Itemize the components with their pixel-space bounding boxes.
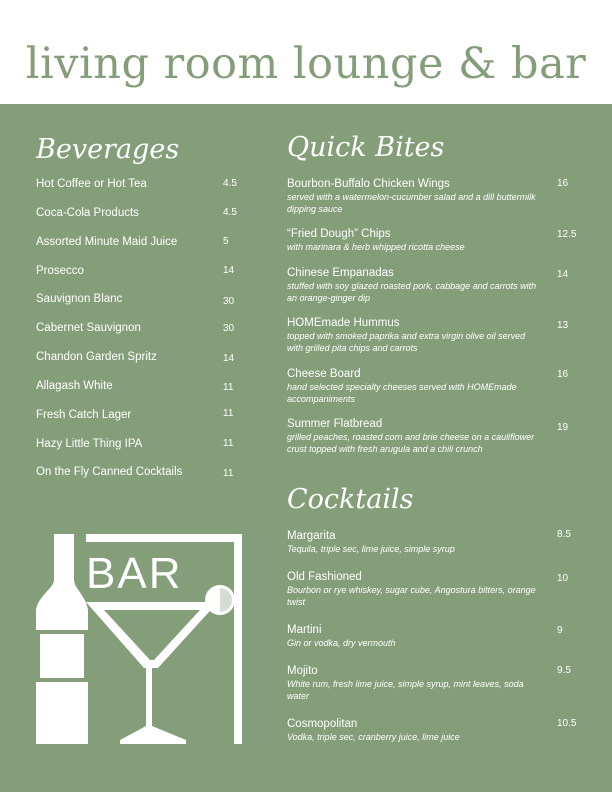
cocktail-name: Cosmopolitan xyxy=(287,718,358,730)
beverage-item-name: Prosecco xyxy=(36,265,84,277)
beverage-item-price: 11 xyxy=(223,382,234,393)
quick-bite-price: 16 xyxy=(557,178,569,189)
beverages-title: Beverages xyxy=(36,134,180,165)
quick-bite-price: 13 xyxy=(557,320,569,331)
quick-bite-item xyxy=(287,417,537,455)
quick-bite-name: Bourbon-Buffalo Chicken Wings xyxy=(287,178,450,190)
cocktail-name: Mojito xyxy=(287,665,318,677)
quick-bite-name: Chinese Empanadas xyxy=(287,267,394,279)
quick-bite-description: with marinara & herb whipped ricotta cheese xyxy=(287,242,465,252)
beverage-item-name: Assorted Minute Maid Juice xyxy=(36,236,178,248)
beverage-item-name: Fresh Catch Lager xyxy=(36,409,132,421)
beverage-item-price: 11 xyxy=(223,468,234,479)
cocktail-price: 9.5 xyxy=(557,665,571,676)
cocktail-item xyxy=(287,717,537,743)
quick-bite-item xyxy=(287,266,537,304)
beverage-item-name: Allagash White xyxy=(36,380,113,392)
cocktail-name: Martini xyxy=(287,624,322,636)
logo-text: BAR xyxy=(86,549,183,598)
bar-bottle-martini-icon xyxy=(36,530,246,746)
beverage-item-price: 11 xyxy=(223,408,234,419)
header xyxy=(0,0,612,104)
cocktail-name: Old Fashioned xyxy=(287,571,362,583)
cocktail-description: Tequila, triple sec, lime juice, simple syrup xyxy=(287,544,455,554)
beverage-item-price: 14 xyxy=(223,265,235,276)
beverage-item-price: 4.5 xyxy=(223,207,237,218)
cocktail-description: Vodka, triple sec, cranberry juice, lime juice xyxy=(287,732,460,742)
quick-bite-description: served with a watermelon-cucumber salad and a dill buttermilk dipping sauce xyxy=(287,192,536,214)
cocktail-item xyxy=(287,623,537,649)
quick-bite-item xyxy=(287,177,537,215)
quick-bite-item xyxy=(287,367,537,405)
beverage-item-price: 4.5 xyxy=(223,178,237,189)
quick-bite-name: “Fried Dough” Chips xyxy=(287,228,391,240)
cocktail-price: 10 xyxy=(557,573,569,584)
cocktail-description: Gin or vodka, dry vermouth xyxy=(287,638,396,648)
quick-bite-item xyxy=(287,316,537,354)
cocktail-item xyxy=(287,664,537,702)
beverage-item-name: Hazy Little Thing IPA xyxy=(36,438,143,450)
cocktail-name: Margarita xyxy=(287,530,336,542)
quick-bite-price: 12.5 xyxy=(557,229,577,240)
quick-bite-name: Summer Flatbread xyxy=(287,418,383,430)
cocktail-description: Bourbon or rye whiskey, sugar cube, Angostura bitters, orange twist xyxy=(287,585,536,607)
beverage-item-name: On the Fly Canned Cocktails xyxy=(36,466,183,478)
beverage-item-price: 30 xyxy=(223,296,235,307)
page-title: living room lounge & bar xyxy=(25,39,587,89)
cocktail-item xyxy=(287,529,537,555)
beverage-item-price: 14 xyxy=(223,353,235,364)
cocktail-price: 9 xyxy=(557,625,563,636)
quick-bites-title: Quick Bites xyxy=(287,132,445,163)
cocktail-description: White rum, fresh lime juice, simple syrup, mint leaves, soda water xyxy=(287,679,524,701)
beverage-item-name: Hot Coffee or Hot Tea xyxy=(36,178,147,190)
quick-bite-price: 16 xyxy=(557,369,569,380)
beverage-item-price: 5 xyxy=(223,236,229,247)
beverage-item-name: Chandon Garden Spritz xyxy=(36,351,157,363)
beverage-item-price: 11 xyxy=(223,438,234,449)
quick-bite-description: grilled peaches, roasted corn and brie cheese on a cauliflower crust topped with fresh arugula and a chili crunch xyxy=(287,432,535,454)
quick-bite-price: 19 xyxy=(557,422,569,433)
cocktail-price: 8.5 xyxy=(557,529,571,540)
quick-bite-description: hand selected specialty cheeses served with HOMEmade accompaniments xyxy=(287,382,517,404)
beverage-item-name: Sauvignon Blanc xyxy=(36,293,123,305)
cocktails-title: Cocktails xyxy=(287,484,414,515)
quick-bite-item xyxy=(287,227,537,253)
cocktail-item xyxy=(287,570,537,608)
beverage-item-price: 30 xyxy=(223,323,235,334)
quick-bite-price: 14 xyxy=(557,269,569,280)
quick-bite-name: HOMEmade Hummus xyxy=(287,317,400,329)
quick-bite-description: topped with smoked paprika and extra virgin olive oil served with grilled pita chips and carrots xyxy=(287,331,526,353)
beverage-item-name: Coca-Cola Products xyxy=(36,207,139,219)
beverage-item-name: Cabernet Sauvignon xyxy=(36,322,141,334)
cocktail-price: 10.5 xyxy=(557,718,577,729)
quick-bite-description: stuffed with soy glazed roasted pork, cabbage and carrots with an orange-ginger dip xyxy=(287,281,537,303)
quick-bite-name: Cheese Board xyxy=(287,368,361,380)
